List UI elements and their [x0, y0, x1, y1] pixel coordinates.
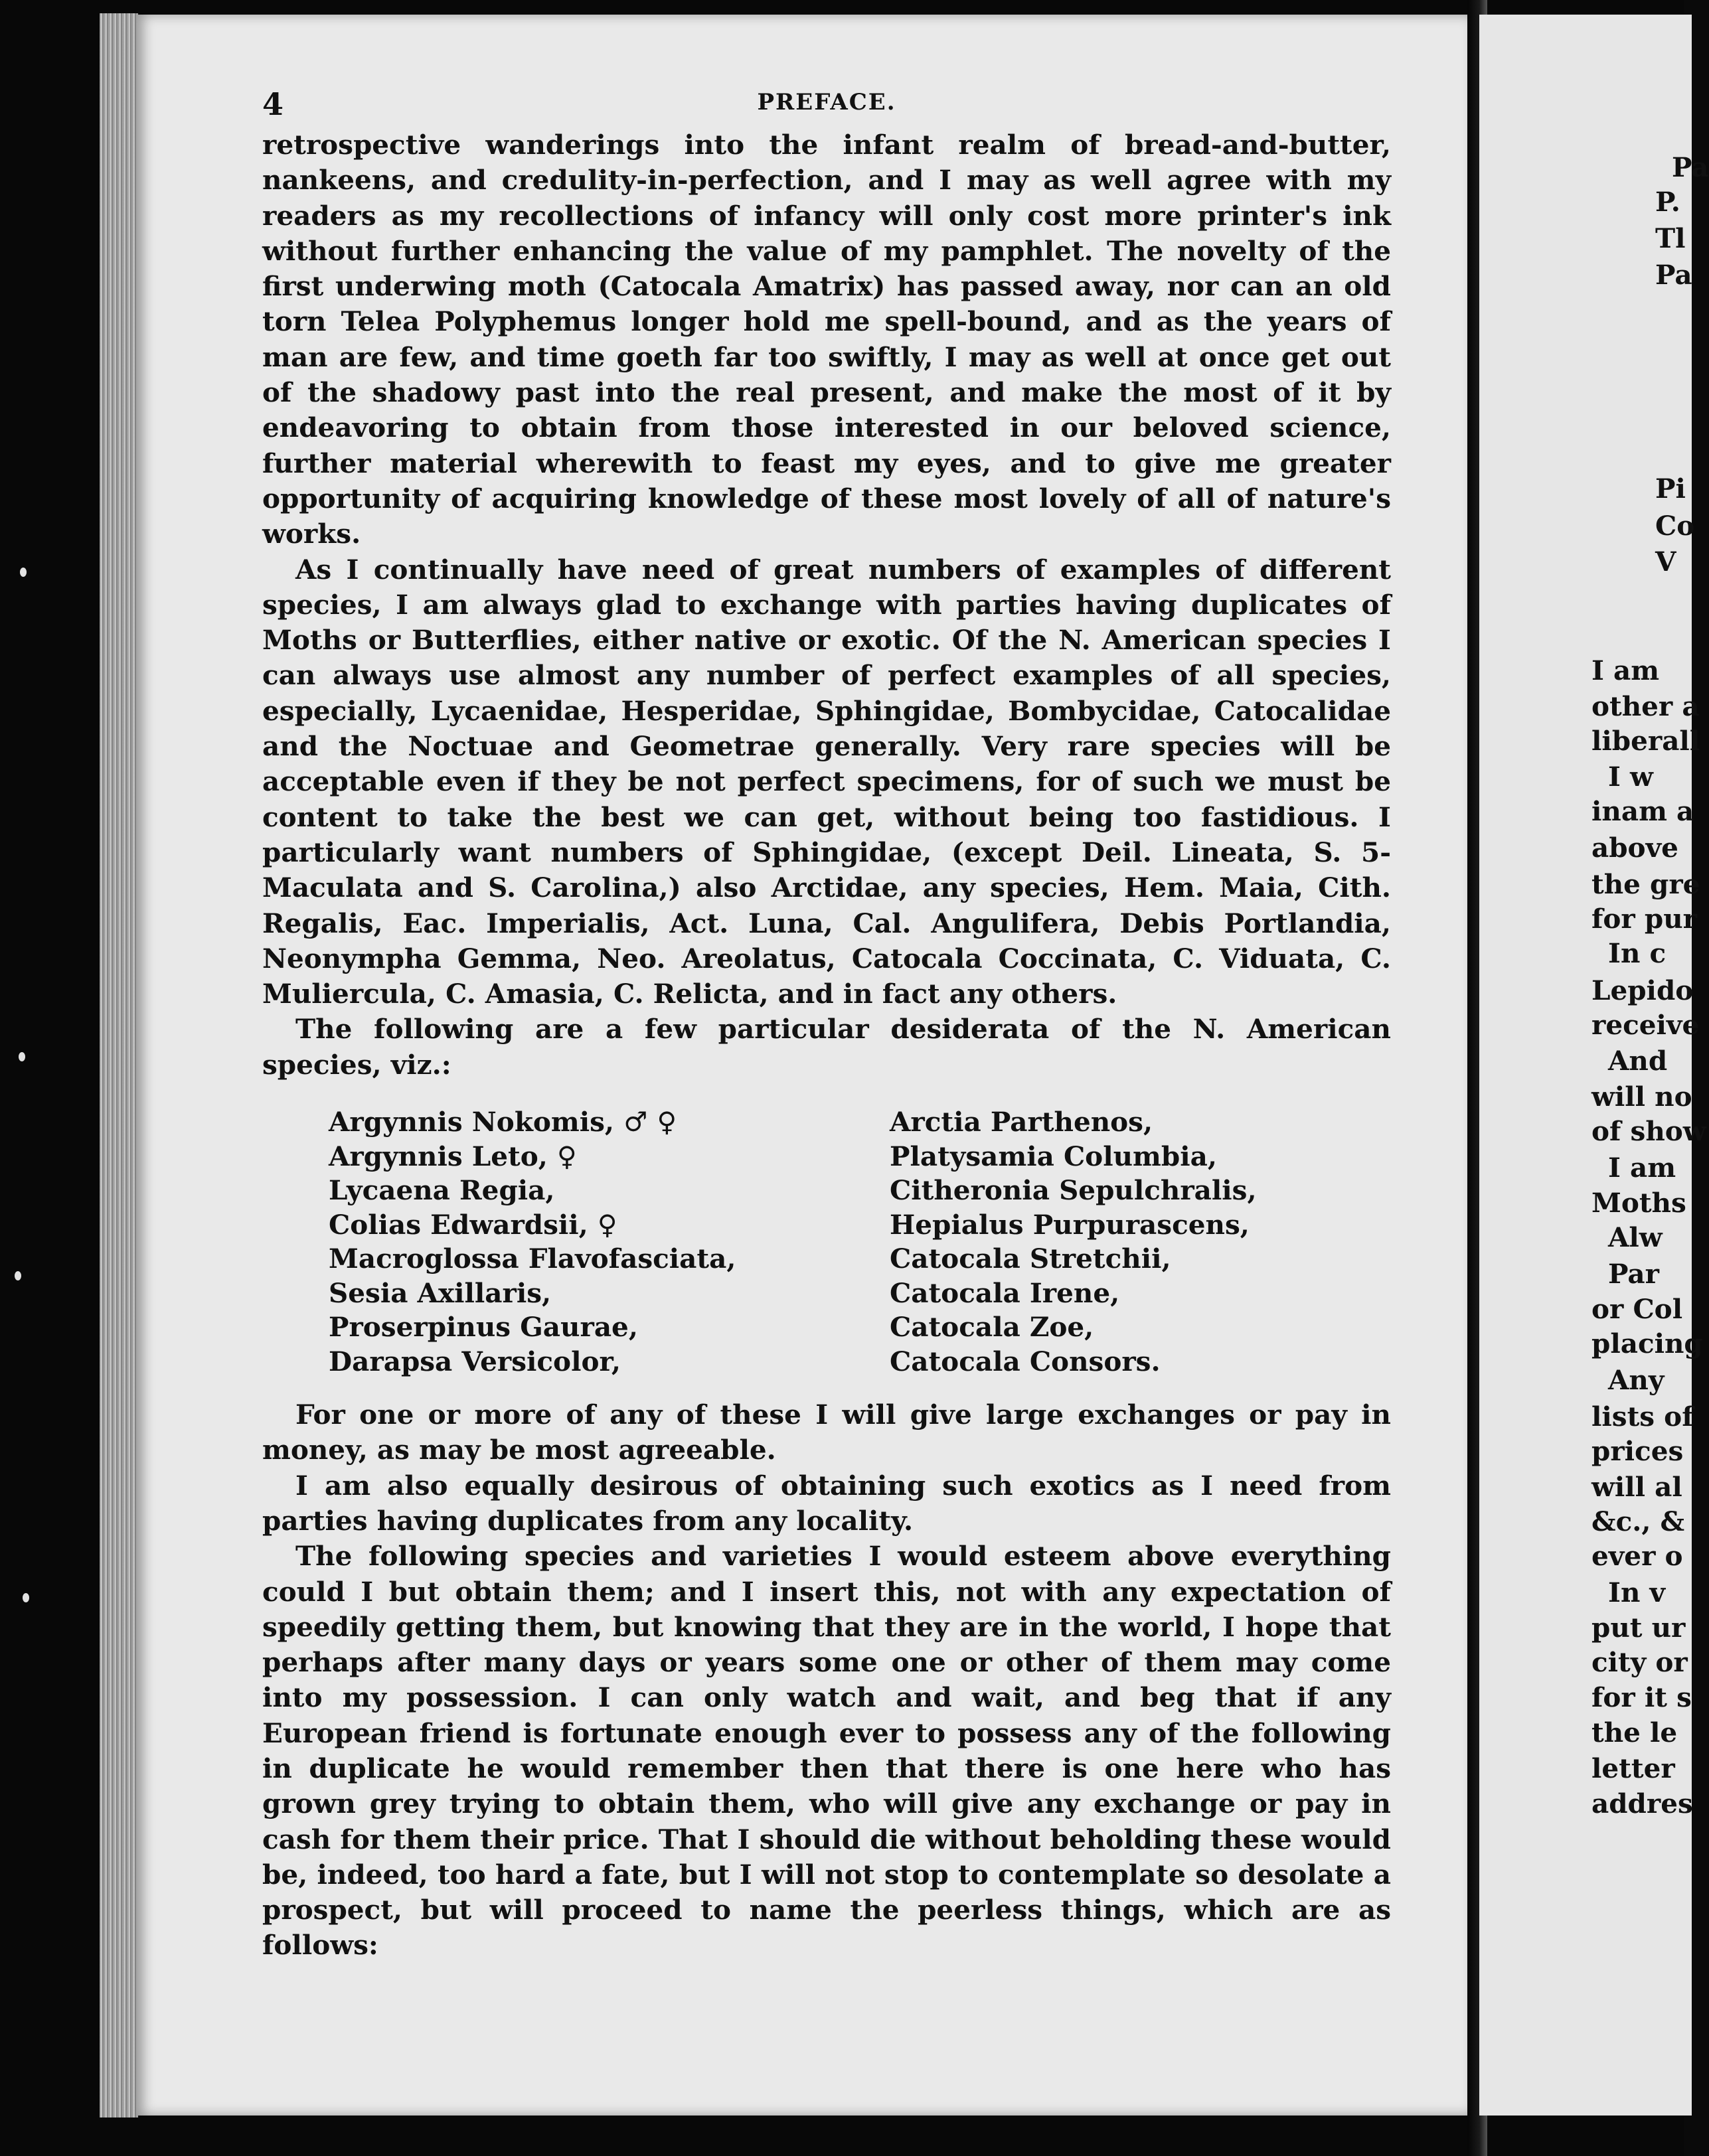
- page-number: 4: [262, 86, 284, 122]
- facing-page-line: Alw: [1608, 1221, 1663, 1253]
- facing-page-line: Pa: [1672, 151, 1709, 183]
- facing-page-line: In v: [1608, 1577, 1666, 1608]
- facing-page-line: &c., &: [1591, 1505, 1685, 1537]
- facing-page-line: other a: [1591, 690, 1700, 722]
- facing-page-line: above: [1591, 832, 1678, 864]
- facing-page-line: Any: [1608, 1364, 1665, 1396]
- facing-page-line: or Col: [1591, 1293, 1683, 1325]
- facing-page-line: lists of: [1591, 1401, 1694, 1432]
- facing-page-line: Co: [1655, 510, 1695, 542]
- facing-page-line: for it s: [1591, 1681, 1692, 1713]
- facing-page-line: for pur: [1591, 903, 1697, 935]
- list-item: Catocala Stretchii,: [890, 1243, 1171, 1275]
- running-title: PREFACE.: [757, 89, 896, 116]
- facing-page-line: Tl: [1655, 222, 1686, 254]
- facing-page-line: ever o: [1591, 1540, 1683, 1572]
- facing-page-line: Par: [1608, 1258, 1659, 1290]
- list-item: Hepialus Purpurascens,: [890, 1208, 1250, 1241]
- list-item: Catocala Zoe,: [890, 1311, 1094, 1344]
- list-item: Colias Edwardsii, ♀: [329, 1208, 617, 1241]
- facing-page-line: addres: [1591, 1788, 1693, 1819]
- facing-page-line: inam a: [1591, 795, 1694, 827]
- facing-page-line: will no: [1591, 1081, 1692, 1113]
- paragraph: The following species and varieties I would esteem above everything could I but obtain them; and I insert this, not with any expectation of speedily getting them, but knowing that they are in the world, I hope that perhaps after many days or years some one or other of them may come into my possession. I can only watch and wait, and beg that if any European friend is fortunate enough ever to possess any of the following in duplicate he would remember then that there is one here who has grown grey trying to obtain them, who will give any exchange or pay in cash for them their price. That I should die without beholding these would be, indeed, too hard a fate, but I will not stop to contemplate so desolate a prospect, but will proceed to name the peerless things, which are as follows:: [262, 1540, 1391, 1962]
- facing-page-line: In c: [1608, 937, 1667, 969]
- facing-page-line: letter: [1591, 1752, 1675, 1784]
- list-item: Citheronia Sepulchralis,: [890, 1174, 1257, 1207]
- list-item: Catocala Consors.: [890, 1345, 1161, 1377]
- list-item: Sesia Axillaris,: [329, 1276, 552, 1309]
- list-item: Darapsa Versicolor,: [329, 1345, 621, 1377]
- facing-page-line: I am: [1608, 1152, 1676, 1184]
- facing-page-line: P.: [1655, 186, 1680, 218]
- paragraph: I am also equally desirous of obtaining such exotics as I need from parties having duplicates from any locality.: [262, 1469, 1391, 1537]
- list-item: Macroglossa Flavofasciata,: [329, 1243, 736, 1275]
- paragraph: For one or more of any of these I will give large exchanges or pay in money, as may be most agreeable.: [262, 1399, 1391, 1466]
- scan-speck: [23, 1593, 29, 1602]
- facing-page-line: Moths: [1591, 1187, 1686, 1219]
- scan-speck: [20, 568, 27, 577]
- facing-page-line: put ur: [1591, 1612, 1686, 1644]
- facing-page-line: receive: [1591, 1009, 1700, 1041]
- list-item: Lycaena Regia,: [329, 1174, 555, 1207]
- facing-page-line: liberall: [1591, 725, 1700, 757]
- facing-page-line: will al: [1591, 1471, 1682, 1503]
- list-item: Platysamia Columbia,: [890, 1140, 1217, 1172]
- facing-page-line: I am: [1591, 654, 1660, 686]
- facing-page-line: prices: [1591, 1435, 1684, 1467]
- facing-page-line: of show: [1591, 1115, 1706, 1147]
- list-item: Catocala Irene,: [890, 1276, 1120, 1309]
- list-item: Argynnis Nokomis, ♂ ♀: [329, 1106, 677, 1138]
- list-item: Proserpinus Gaurae,: [329, 1311, 638, 1344]
- scan-speck: [15, 1271, 21, 1280]
- facing-page-line: I w: [1608, 761, 1653, 793]
- facing-page-line: Pi: [1655, 473, 1686, 504]
- list-item: Argynnis Leto, ♀: [329, 1140, 577, 1172]
- facing-page-line: V: [1655, 546, 1676, 578]
- paragraph: retrospective wanderings into the infant realm of bread-and-butter, nankeens, and credulity-in-perfection, and I may as well agree with my readers as my recollections of infancy will only cost more printer's ink without further enhancing the value of my pamphlet. The novelty of the first underwing moth (Catocala Amatrix) has passed away, nor can an old torn Telea Polyphemus longer hold me spell-bound, and as the years of man are few, and time goeth far too swiftly, I may as well at once get out of the shadowy past into the real present, and make the most of it by endeavoring to obtain from those interested in our beloved science, further material wherewith to feast my eyes, and to give me greater opportunity of acquiring knowledge of these most lovely of all of nature's works.: [262, 129, 1391, 550]
- facing-page-line: Lepido: [1591, 974, 1694, 1006]
- facing-page-line: Pa: [1655, 259, 1692, 291]
- paragraph: The following are a few particular desiderata of the N. American species, viz.:: [262, 1013, 1391, 1081]
- facing-page-line: placing: [1591, 1328, 1703, 1359]
- list-item: Arctia Parthenos,: [890, 1106, 1153, 1138]
- facing-page-line: And: [1608, 1045, 1668, 1077]
- scan-speck: [19, 1052, 25, 1061]
- paragraph: As I continually have need of great numbers of examples of different species, I am always glad to exchange with parties having duplicates of Moths or Butterflies, either native or exotic. Of the N. American species I can always use almost any number of perfect examples of all species, especially, Lycaenidae, Hesperidae, Sphingidae, Bombycidae, Catocalidae and the Noctuae and Geometrae generally. Very rare species will be acceptable even if they be not perfect specimens, for of such we must be content to take the best we can get, without being too fastidious. I particularly want numbers of Sphingidae, (except Deil. Lineata, S. 5-Maculata and S. Carolina,) also Arctidae, any species, Hem. Maia, Cith. Regalis, Eac. Imperialis, Act. Luna, Cal. Angulifera, Debis Portlandia, Neonympha Gemma, Neo. Areolatus, Catocala Coccinata, C. Viduata, C. Muliercula, C. Amasia, C. Relicta, and in fact any others.: [262, 553, 1391, 1010]
- facing-page-line: city or: [1591, 1646, 1688, 1678]
- facing-page-line: the gre: [1591, 868, 1700, 900]
- facing-page-line: the le: [1591, 1717, 1678, 1748]
